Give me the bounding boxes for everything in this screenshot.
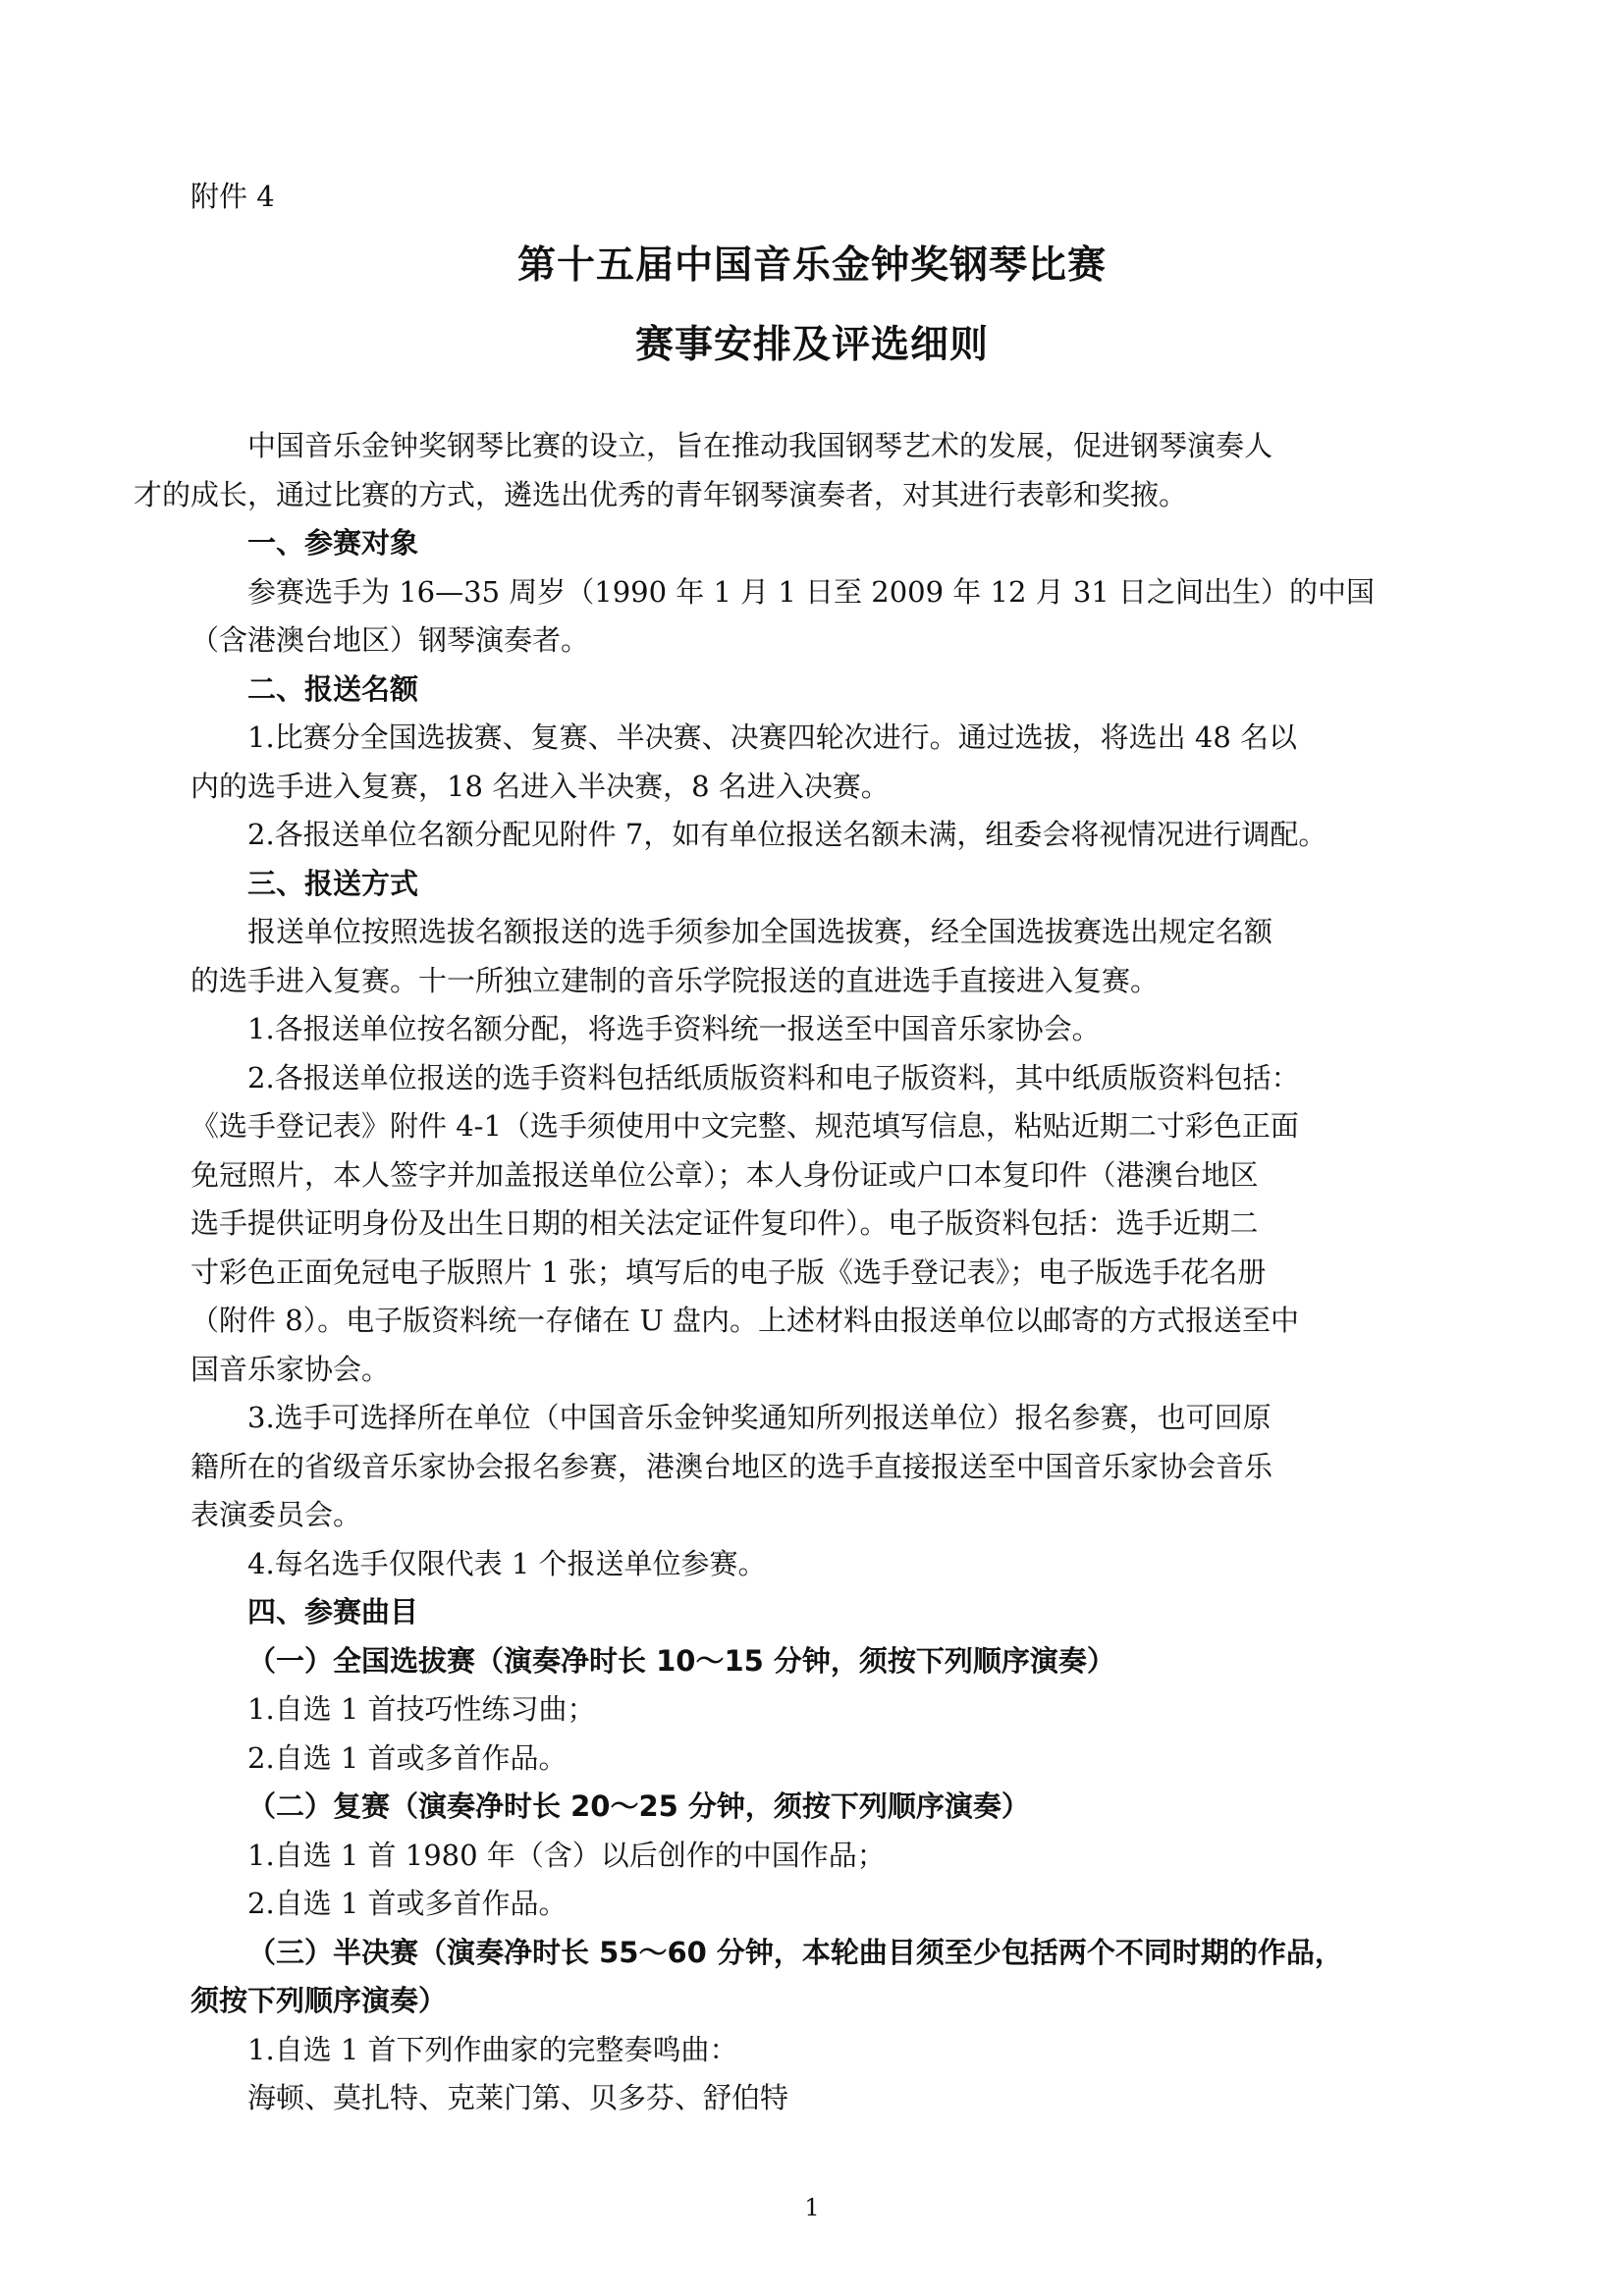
section3-item: [190, 1394, 1457, 1540]
round-heading: （二）复赛（演奏净时长 20～25 分钟，须按下列顺序演奏）: [247, 1789, 1030, 1823]
section3-item: [190, 1054, 1457, 1395]
composer-list: 海顿、莫扎特、克莱门第、贝多芬、舒伯特: [247, 2081, 789, 2114]
section3-item: [190, 1005, 1457, 1054]
paragraph-line: 4.每名选手仅限代表 1 个报送单位参赛。: [247, 1546, 767, 1580]
section-heading: 三、报送方式: [247, 866, 419, 900]
section2-item: [190, 714, 1457, 811]
section2-item: [190, 811, 1457, 860]
paragraph-line: 内的选手进入复赛，18 名进入半决赛，8 名进入决赛。: [190, 769, 890, 803]
attachment-label: 附件 4: [190, 180, 275, 213]
intro-paragraph: [134, 422, 1457, 519]
paragraph-line: 籍所在的省级音乐家协会报名参赛，港澳台地区的选手直接报送至中国音乐家协会音乐: [190, 1449, 1273, 1483]
paragraph-line: 3.选手可选择所在单位（中国音乐金钟奖通知所列报送单位）报名参赛，也可回原: [247, 1401, 1272, 1434]
paragraph-line: 1.各报送单位按名额分配，将选手资料统一报送至中国音乐家协会。: [247, 1012, 1101, 1045]
round-item: 2.自选 1 首或多首作品。: [247, 1887, 568, 1920]
paragraph-line: 选手提供证明身份及出生日期的相关法定证件复印件）。电子版资料包括：选手近期二: [190, 1206, 1259, 1240]
paragraph-line: 免冠照片，本人签字并加盖报送单位公章）；本人身份证或户口本复印件（港澳台地区: [190, 1157, 1259, 1192]
page-number: 1: [804, 2194, 820, 2221]
intro-line: 才的成长，通过比赛的方式，遴选出优秀的青年钢琴演奏者，对其进行表彰和奖掖。: [134, 477, 1188, 511]
section-heading: 四、参赛曲目: [247, 1595, 419, 1629]
paragraph-line: 的选手进入复赛。十一所独立建制的音乐学院报送的直进选手直接进入复赛。: [190, 963, 1160, 997]
paragraph-line: 报送单位按照选拔名额报送的选手须参加全国选拔赛，经全国选拔赛选出规定名额: [247, 915, 1273, 948]
intro-line: 中国音乐金钟奖钢琴比赛的设立，旨在推动我国钢琴艺术的发展，促进钢琴演奏人: [247, 429, 1273, 462]
section1-paragraph: [190, 568, 1457, 666]
paragraph-line: 参赛选手为 16—35 周岁（1990 年 1 月 1 日至 2009 年 12 月 31 日之间出生）的中国: [247, 574, 1375, 609]
section3-item: [190, 1540, 1457, 1589]
paragraph-line: 寸彩色正面免冠电子版照片 1 张；填写后的电子版《选手登记表》；电子版选手花名册: [190, 1255, 1267, 1289]
round-item: 1.自选 1 首 1980 年（含）以后创作的中国作品；: [247, 1838, 886, 1872]
paragraph-line: 《选手登记表》附件 4-1（选手须使用中文完整、规范填写信息，粘贴近期二寸彩色正面: [190, 1109, 1299, 1143]
round-heading: （一）全国选拔赛（演奏净时长 10～15 分钟，须按下列顺序演奏）: [247, 1643, 1115, 1678]
paragraph-line: （含港澳台地区）钢琴演奏者。: [190, 623, 590, 657]
round-heading: [190, 1929, 1457, 2026]
section-heading: 二、报送名额: [247, 671, 419, 706]
document-subtitle: 赛事安排及评选细则: [634, 323, 989, 367]
document-title: 第十五届中国音乐金钟奖钢琴比赛: [516, 243, 1107, 288]
heading-line: （三）半决赛（演奏净时长 55～60 分钟，本轮曲目须至少包括两个不同时期的作品，: [247, 1935, 1343, 1969]
heading-line: 须按下列顺序演奏）: [190, 1984, 448, 2017]
paragraph-line: 2.各报送单位名额分配见附件 7，如有单位报送名额未满，组委会将视情况进行调配。: [247, 818, 1327, 851]
paragraph-line: 国音乐家协会。: [190, 1352, 391, 1386]
paragraph-line: 2.各报送单位报送的选手资料包括纸质版资料和电子版资料，其中纸质版资料包括：: [247, 1060, 1300, 1095]
round-item: 1.自选 1 首技巧性练习曲；: [247, 1692, 596, 1726]
section3-intro: [190, 908, 1457, 1005]
round-item: 2.自选 1 首或多首作品。: [247, 1740, 568, 1775]
paragraph-line: （附件 8）。电子版资料统一存储在 U 盘内。上述材料由报送单位以邮寄的方式报送至中: [190, 1304, 1300, 1337]
paragraph-line: 表演委员会。: [190, 1498, 362, 1531]
round-item: 1.自选 1 首下列作曲家的完整奏鸣曲：: [247, 2032, 738, 2066]
paragraph-line: 1.比赛分全国选拔赛、复赛、半决赛、决赛四轮次进行。通过选拔，将选出 48 名以: [247, 721, 1298, 754]
document-body: [134, 422, 1457, 2123]
section-heading: 一、参赛对象: [247, 526, 419, 560]
